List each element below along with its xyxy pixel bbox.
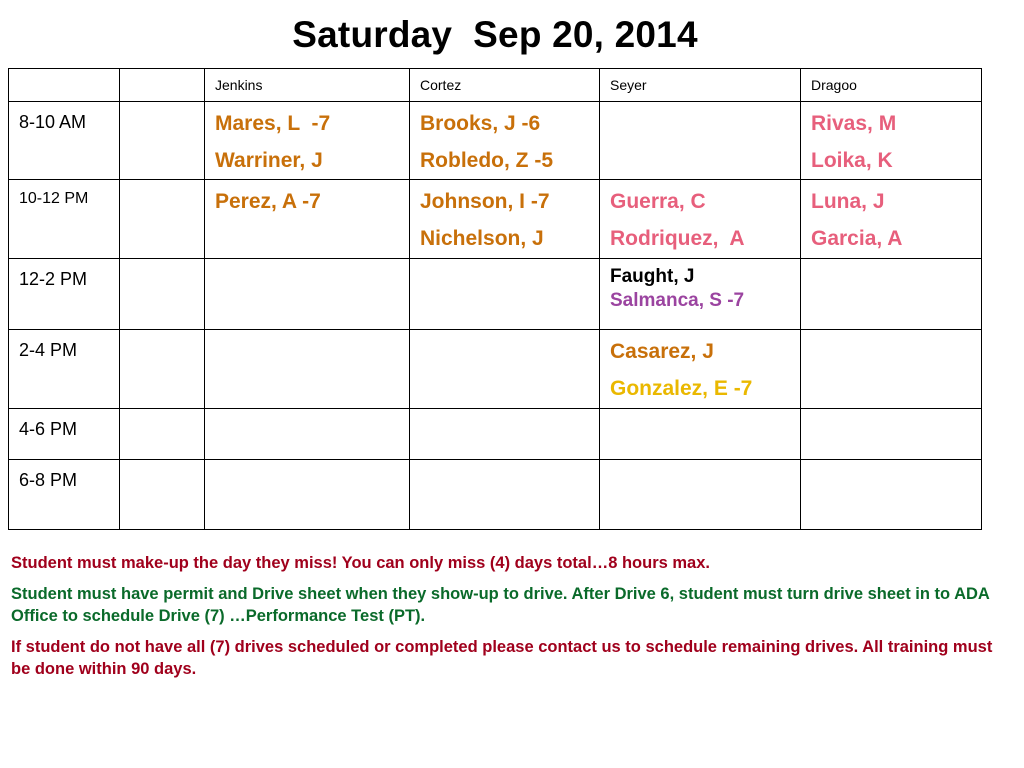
- blank-cell: [120, 180, 205, 259]
- schedule-cell: [801, 330, 982, 409]
- schedule-cell: [410, 259, 600, 330]
- schedule-cell: [410, 102, 600, 180]
- schedule-cell: [205, 460, 410, 530]
- student-entry: Loika, K: [811, 149, 893, 172]
- student-entry: Johnson, I -7: [420, 190, 550, 213]
- blank-cell: [120, 102, 205, 180]
- table-row: [9, 460, 982, 530]
- permit-note: Student must have permit and Drive sheet when they show-up to drive. After Drive 6, student must turn drive sheet in to ADA Office to schedule Drive (7) …Performance Test (PT).: [11, 585, 990, 625]
- schedule-cell: [205, 180, 410, 259]
- schedule-cell: [801, 409, 982, 460]
- blank-cell: [120, 259, 205, 330]
- header-blank-cell: [120, 69, 205, 102]
- student-entry: Casarez, J: [610, 340, 714, 363]
- table-row: [9, 102, 982, 180]
- schedule-cell: [801, 102, 982, 180]
- student-entry: Luna, J: [811, 190, 885, 213]
- schedule-table: [8, 68, 982, 530]
- time-slot-label: 10-12 PM: [19, 190, 89, 207]
- notes-section: [11, 552, 1001, 689]
- schedule-cell: [410, 180, 600, 259]
- schedule-cell: [410, 330, 600, 409]
- table-row: [9, 180, 982, 259]
- time-slot-label: 8-10 AM: [19, 112, 87, 132]
- table-row: [9, 409, 982, 460]
- student-entry: Garcia, A: [811, 227, 903, 250]
- schedule-cell: [600, 180, 801, 259]
- schedule-cell: [205, 102, 410, 180]
- student-entry: Mares, L -7: [215, 112, 331, 135]
- schedule-cell: [600, 330, 801, 409]
- table-row: [9, 259, 982, 330]
- time-slot-label: 4-6 PM: [19, 419, 78, 439]
- schedule-cell: [205, 259, 410, 330]
- header-row: [9, 69, 982, 102]
- blank-cell: [120, 460, 205, 530]
- student-entry: Salmanca, S -7: [610, 290, 745, 311]
- schedule-cell: [600, 102, 801, 180]
- header-cortez: Cortez: [410, 69, 600, 102]
- student-entry: Robledo, Z -5: [420, 149, 553, 172]
- schedule-cell: [205, 330, 410, 409]
- schedule-cell: [801, 460, 982, 530]
- schedule-cell: [410, 409, 600, 460]
- header-jenkins: Jenkins: [205, 69, 410, 102]
- student-entry: Faught, J: [610, 266, 695, 287]
- blank-cell: [120, 409, 205, 460]
- student-entry: Brooks, J -6: [420, 112, 541, 135]
- schedule-cell: [410, 460, 600, 530]
- student-entry: Guerra, C: [610, 190, 706, 213]
- table-row: [9, 330, 982, 409]
- header-time-cell: [9, 69, 120, 102]
- student-entry: Nichelson, J: [420, 227, 544, 250]
- time-slot-cell: [9, 259, 120, 330]
- schedule-cell: [600, 409, 801, 460]
- student-entry: Rodriquez, A: [610, 227, 745, 250]
- schedule-cell: [205, 409, 410, 460]
- header-seyer: Seyer: [600, 69, 801, 102]
- student-entry: Perez, A -7: [215, 190, 321, 213]
- time-slot-cell: [9, 102, 120, 180]
- schedule-cell: [801, 259, 982, 330]
- header-dragoo: Dragoo: [801, 69, 982, 102]
- student-entry: Gonzalez, E -7: [610, 377, 753, 400]
- contact-note: If student do not have all (7) drives scheduled or completed please contact us to schedule remaining drives. All training must be done within 90 days.: [11, 638, 993, 678]
- time-slot-label: 6-8 PM: [19, 470, 78, 490]
- page-title: Saturday Sep 20, 2014: [292, 14, 698, 55]
- blank-cell: [120, 330, 205, 409]
- student-entry: Rivas, M: [811, 112, 897, 135]
- time-slot-cell: [9, 180, 120, 259]
- time-slot-cell: [9, 460, 120, 530]
- time-slot-label: 12-2 PM: [19, 269, 88, 289]
- makeup-note: Student must make-up the day they miss! You can only miss (4) days total…8 hours max.: [11, 554, 710, 572]
- schedule-cell: [801, 180, 982, 259]
- schedule-cell: [600, 460, 801, 530]
- student-entry: Warriner, J: [215, 149, 323, 172]
- time-slot-cell: [9, 330, 120, 409]
- time-slot-label: 2-4 PM: [19, 340, 78, 360]
- time-slot-cell: [9, 409, 120, 460]
- schedule-cell: [600, 259, 801, 330]
